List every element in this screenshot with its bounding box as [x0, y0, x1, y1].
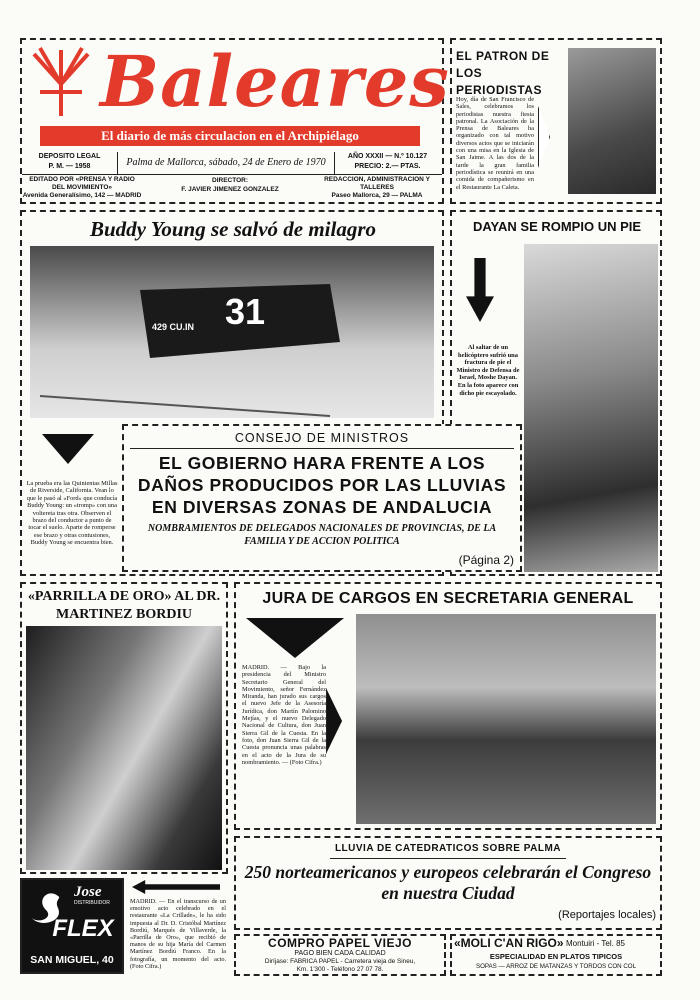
dayan-caption: Al saltar de un helicóptero sufrió una fractura de pie el Ministro de Defensa de Israel, Moshe Dayan. En la foto aparece con dicho pie escayolado.	[456, 344, 520, 397]
jose-sub: DISTRIBUIDOR	[74, 900, 110, 906]
parrilla-caption: MADRID. — En el transcurso de un emotivo acto celebrado en el restaurante «La Crillade», le ha sido impuesta al Dr. D. Cristóbal Martínez Bordiú, Marqués de Villaverde, la «Parrilla de Oro», que recibió de manos de su hija María del Carmen Martínez Bordiú Franco. En la fotografía, un momento del acto. (Foto Cifra.)	[130, 898, 226, 970]
flex-brand: FLEX	[52, 915, 114, 942]
moli-place: Montuiri - Tel. 85	[566, 939, 625, 948]
parrilla-headline: «PARRILLA DE ORO» AL DR. MARTINEZ BORDIU	[27, 589, 221, 622]
masthead-divider	[22, 174, 442, 175]
buddy-caption: La prueba era las Quinientas Millas de Riverside, California. Vean lo que le pasó al «Ford» que conducía Buddy Young: un «tromp» con una voltereta tras otra. Observen el brazo del conductor a punto de tocar el suelo. Aparte de romperse ese brazo y otras contusiones, Buddy Young se encuentra bien.	[26, 480, 118, 547]
moli-line2: SOPAS — ARROZ DE MATANZAS Y TORDOS CON COL	[475, 963, 637, 970]
arrow-left-icon	[132, 880, 220, 894]
redaction-address: Paseo Mallorca, 29 — PALMA	[331, 192, 423, 199]
patron-headline: EL PATRON DE LOS PERIODISTAS	[456, 49, 550, 97]
buddy-headline: Buddy Young se salvó de milagro	[89, 217, 377, 241]
moli-line1: ESPECIALIDAD EN PLATOS TIPICOS	[489, 952, 623, 961]
consejo-subhead: NOMBRAMIENTOS DE DELEGADOS NACIONALES DE PROVINCIAS, DE LA FAMILIA Y DE ACCION POLITICA	[147, 523, 497, 547]
catedraticos-headline: 250 norteamericanos y europeos celebrarán el Congreso en nuestra Ciudad	[244, 862, 652, 903]
issue-info	[334, 152, 440, 174]
consejo-kicker: CONSEJO DE MINISTROS	[234, 431, 410, 445]
editor: EDITADO POR «PRENSA Y RADIO DEL MOVIMIENTO»	[29, 176, 135, 191]
catedraticos-ref: (Reportajes locales)	[558, 909, 656, 921]
legal-info	[22, 152, 118, 174]
editor-address: Avenida Generalísimo, 142 — MADRID	[22, 192, 142, 199]
priest-photo	[568, 48, 656, 194]
arrow-down-icon	[42, 434, 94, 464]
dayan-photo	[524, 244, 658, 572]
editor-info	[22, 176, 142, 200]
papel-line3: Km. 1'300 - Teléfono 27 07 78.	[296, 966, 384, 973]
consejo-page-ref: (Página 2)	[458, 553, 514, 567]
papel-line2: Diríjase: FABRICA PAPEL - Carretera vieja de Sineu,	[264, 958, 416, 965]
consejo-headline: EL GOBIERNO HARA FRENTE A LOS DAÑOS PRODUCIDOS POR LAS LLUVIAS EN DIVERSAS ZONAS DE ANDALUCIA	[137, 453, 507, 517]
catedraticos-kicker: LLUVIA DE CATEDRATICOS SOBRE PALMA	[334, 843, 562, 854]
dateline: Palma de Mallorca, sábado, 24 de Enero de 1970	[126, 157, 326, 168]
race-car-photo	[30, 246, 434, 418]
director-label: DIRECTOR:	[212, 177, 248, 184]
moli-title: «MOLI C'AN RIGO»	[454, 936, 564, 950]
jura-headline: JURA DE CARGOS EN SECRETARIA GENERAL	[262, 590, 634, 607]
masthead-tagline: El diario de más circulacion en el Archipiélago	[40, 126, 420, 146]
car-number: 31	[224, 291, 266, 332]
director-info	[150, 176, 310, 194]
jose-brand: Jose	[74, 884, 102, 900]
catedraticos-rule	[330, 858, 566, 859]
parrilla-photo	[26, 626, 222, 870]
director-name: F. JAVIER JIMENEZ GONZALEZ	[181, 186, 279, 193]
consejo-rule	[130, 448, 514, 449]
car-text: 429 CU.IN	[152, 322, 195, 332]
price: PRECIO: 2.— PTAS.	[354, 163, 421, 170]
legal-value: P. M. — 1958	[48, 163, 91, 170]
jose-address: SAN MIGUEL, 40	[30, 954, 114, 966]
issue-number: AÑO XXXII — N.º 10.127	[347, 153, 428, 160]
legal-label: DEPOSITO LEGAL	[38, 153, 101, 160]
papel-line1: PAGO BIEN CADA CALIDAD	[294, 950, 386, 957]
jose-flex-ad	[20, 878, 124, 974]
jura-caption: MADRID. — Bajo la presidencia del Ministro Secretario General del Movimiento, señor Fernández Miranda, han jurado sus cargos el nuevo Jefe de la Asesoría Jurídica, don Martín Palomino Mejías, y el nuevo Delegado Nacional de Cultura, don Juan Sierra Gil de la Cuesta. En la foto, don Juan Sierra Gil de la Cuesta pronuncia unas palabras en el acto de la Jura de su nombramiento. — (Foto Cifra.)	[242, 664, 326, 766]
masthead-title: Baleares	[100, 40, 450, 123]
redaction-info	[314, 176, 440, 200]
patron-body: Hoy, día de San Francisco de Sales, celebramos los periodistas nuestra fiesta patronal. La Asociación de la Prensa de Baleares ha organizado con tal motivo diversos actos que se iniciarán con una misa en la Iglesia de San Jaime. A las dos de la tarde la gran familia periodística se reunirá en una comida de compañerismo en el Restaurante La Caleta.	[456, 96, 534, 191]
papel-title: COMPRO PAPEL VIEJO	[268, 936, 412, 950]
falange-emblem-icon	[26, 44, 96, 120]
jura-photo	[356, 614, 656, 824]
dayan-headline: DAYAN SE ROMPIO UN PIE	[472, 219, 642, 234]
redaction: REDACCION, ADMINISTRACION Y TALLERES	[324, 176, 430, 191]
